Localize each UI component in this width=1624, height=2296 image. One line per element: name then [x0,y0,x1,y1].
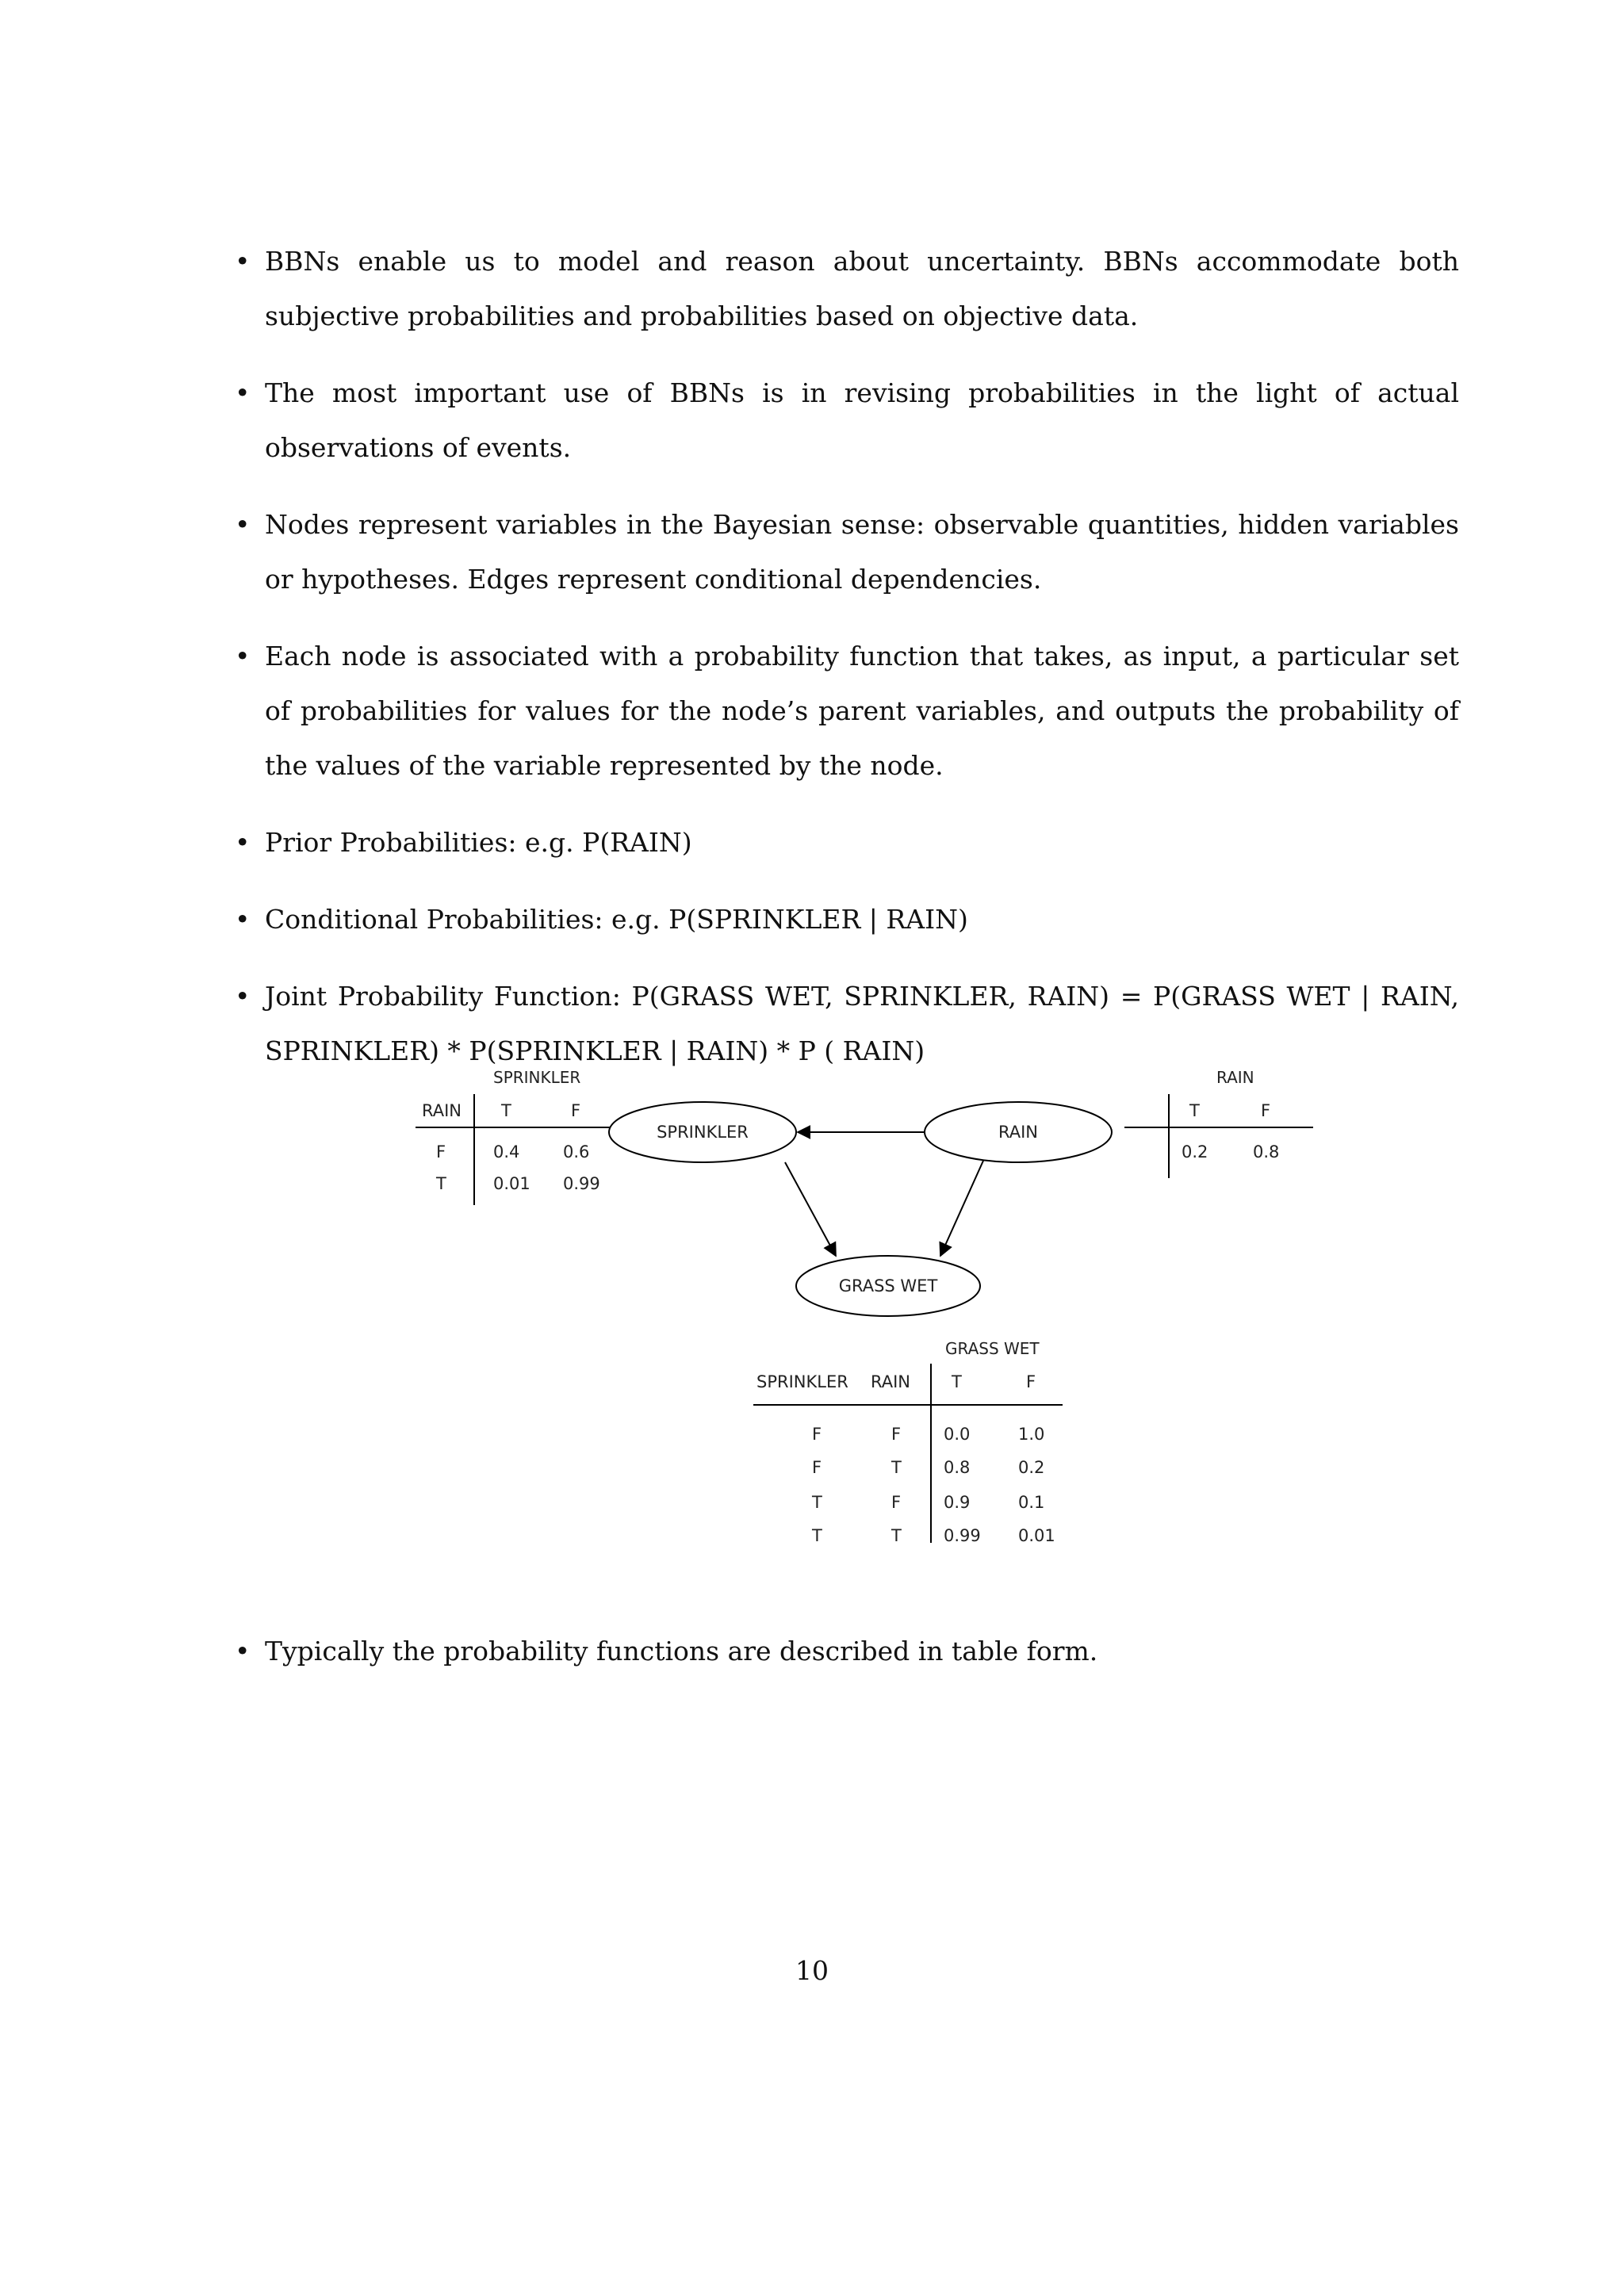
grass-wet-node-label: GRASS WET [838,1276,938,1295]
grass-row-rain: T [891,1526,902,1545]
grass-wet-table [753,1339,1063,1545]
sprinkler-row-t: 0.4 [493,1142,520,1161]
rain-node-label: RAIN [998,1123,1039,1142]
rain-table-title: RAIN [1216,1068,1254,1087]
sprinkler-row-f: 0.6 [563,1142,590,1161]
grass-row-sprinkler: F [812,1458,822,1477]
sprinkler-table [416,1068,612,1205]
sprinkler-row-rain: T [436,1174,446,1193]
grass-row-t: 0.9 [944,1493,971,1512]
grass-row-f: 1.0 [1018,1425,1045,1444]
page-number: 10 [795,1955,829,1986]
grass-row-sprinkler: F [812,1425,822,1444]
sprinkler-table-title: SPRINKLER [493,1068,581,1087]
grass-table-col-f: F [1026,1372,1036,1391]
network-diagram [412,1054,1316,1570]
sprinkler-table-col-f: F [571,1101,581,1120]
bullet-item: • Conditional Probabilities: e.g. P(SPRINKLER | RAIN) [235,892,1459,947]
grass-table-h-rain: RAIN [871,1372,911,1391]
edge-rain-to-grass-wet [940,1161,983,1256]
grass-table-col-t: T [952,1372,962,1391]
grass-table-title: GRASS WET [945,1339,1040,1358]
grass-row-f: 0.1 [1018,1493,1045,1512]
rain-table [1124,1068,1313,1178]
rain-table-f: 0.8 [1253,1142,1280,1161]
sprinkler-row-f: 0.99 [563,1174,600,1193]
bullet-item: • BBNs enable us to model and reason about uncertainty. BBNs accommodate both subjective probabilities and probabilities based on objective data. [235,234,1459,343]
bullet-item: • Nodes represent variables in the Bayesian sense: observable quantities, hidden variables or hypotheses. Edges represent conditional dependencies. [235,497,1459,607]
grass-table-h-sprinkler: SPRINKLER [756,1372,848,1391]
grass-row-t: 0.8 [944,1458,971,1477]
grass-wet-node [796,1256,980,1316]
bullet-item-table-form: • Typically the probability functions are described in table form. [235,1624,1459,1678]
grass-row-rain: F [891,1493,902,1512]
rain-table-col-t: T [1189,1101,1200,1120]
grass-row-sprinkler: T [812,1493,822,1512]
bullet-item: • Joint Probability Function: P(GRASS WET, SPRINKLER, RAIN) = P(GRASS WET | RAIN, SPRINKLER) * P(SPRINKLER | RAIN) * P ( RAIN) [235,969,1459,1078]
rain-table-col-f: F [1261,1101,1271,1120]
rain-table-t: 0.2 [1182,1142,1208,1161]
sprinkler-table-col-t: T [501,1101,511,1120]
grass-row-f: 0.2 [1018,1458,1045,1477]
sprinkler-row-t: 0.01 [493,1174,530,1193]
grass-row-rain: T [891,1458,902,1477]
bullet-item: • Each node is associated with a probability function that takes, as input, a particular set of probabilities for values for the node’s parent variables, and outputs the probability of the values of the variable represented by the node. [235,629,1459,793]
sprinkler-node-label: SPRINKLER [657,1123,749,1142]
sprinkler-node [609,1102,796,1162]
rain-node [925,1102,1112,1162]
edge-sprinkler-to-grass-wet [785,1162,836,1256]
grass-row-t: 0.0 [944,1425,971,1444]
bullet-item: • Prior Probabilities: e.g. P(RAIN) [235,815,1459,870]
grass-row-sprinkler: T [812,1526,822,1545]
grass-row-f: 0.01 [1018,1526,1055,1545]
grass-row-t: 0.99 [944,1526,981,1545]
sprinkler-row-rain: F [436,1142,446,1161]
bullet-item: • The most important use of BBNs is in revising probabilities in the light of actual observations of events. [235,365,1459,475]
grass-row-rain: F [891,1425,902,1444]
sprinkler-table-row-header: RAIN [422,1101,462,1120]
bullet-list [235,234,1459,1100]
bayesian-network-figure [412,1054,1316,1570]
